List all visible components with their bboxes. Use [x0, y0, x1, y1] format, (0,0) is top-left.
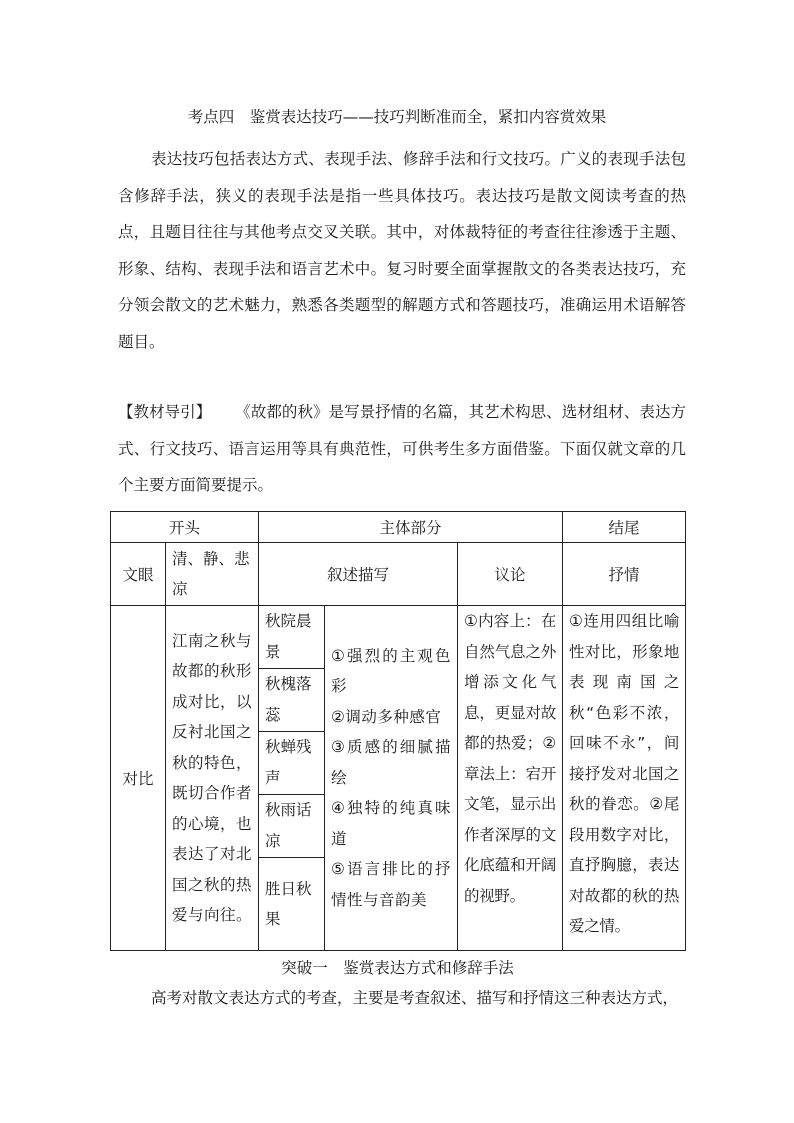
- cell-argument-text: ①内容上：在自然气息之外增添文化气息，更显对故都的热爱；②章法上：宕开文笔，显示出作者深厚的文化底蕴和开阔的视野。: [458, 606, 563, 951]
- header-opening: 开头: [111, 512, 259, 543]
- list-item-scene: 秋雨话凉: [259, 795, 324, 858]
- table-row-contrast: [111, 606, 686, 951]
- cell-description-features: [325, 606, 458, 951]
- textbook-guide-text: 《故都的秋》是写景抒情的名篇，其艺术构思、选材组材、表达方式、行文技巧、语言运用等具有典范性，可供考生多方面借鉴。下面仅就文章的几个主要方面简要提示。: [118, 403, 686, 494]
- table-header-row: [111, 512, 686, 543]
- cell-lyric: 抒情: [563, 543, 686, 606]
- feature-item: ④独特的纯真味道: [331, 799, 452, 848]
- row-label-wenyan: 文眼: [111, 543, 166, 606]
- cell-contrast-text: 江南之秋与故都的秋形成对比，以反衬北国之秋的特色，既切合作者的心境，也表达了对北国之秋的热爱与向往。: [166, 606, 259, 951]
- list-item-scene: 秋槐落蕊: [259, 669, 324, 732]
- list-item-scene: 秋蝉残声: [259, 732, 324, 795]
- list-item-scene: 胜日秋果: [265, 879, 312, 928]
- analysis-table: [110, 511, 686, 951]
- feature-item: ①强烈的主观色彩: [331, 646, 452, 696]
- textbook-guide-label: 【教材导引】: [118, 403, 212, 421]
- cell-wenyan-value: 清、静、悲凉: [166, 543, 259, 606]
- feature-item: ②调动多种感官: [331, 707, 442, 726]
- cell-narrative-description: 叙述描写: [259, 543, 458, 606]
- list-item-scene: 秋院晨景: [259, 606, 324, 669]
- feature-item: ③质感的细腻描绘: [331, 738, 452, 787]
- row-label-contrast: 对比: [111, 606, 166, 951]
- cell-argument: 议论: [458, 543, 563, 606]
- breakthrough-title: 突破一 鉴赏表达方式和修辞手法: [281, 959, 514, 977]
- section-heading: 考点四 鉴赏表达技巧——技巧判断准而全，紧扣内容赏效果: [187, 108, 607, 126]
- intro-paragraph: 表达技巧包括表达方式、表现手法、修辞手法和行文技巧。广义的表现手法包含修辞手法，狭义的表现手法是指一些具体技巧。表达技巧是散文阅读考查的热点，且题目往往与其他考点交叉关联。其中，对体裁特征的考查往往渗透于主题、形象、结构、表现手法和语言艺术中。复习时要全面掌握散文的各类表达技巧，充分领会散文的艺术魅力，熟悉各类题型的解题方式和答题技巧，准确运用术语解答题目。: [118, 150, 686, 351]
- closing-paragraph: 高考对散文表达方式的考查，主要是考查叙述、描写和抒情这三种表达方式，: [151, 989, 679, 1007]
- feature-item: ⑤语言排比的抒情性与音韵美: [331, 860, 452, 909]
- cell-scene-list: [259, 606, 325, 951]
- header-body: 主体部分: [259, 512, 563, 543]
- header-ending: 结尾: [563, 512, 686, 543]
- table-row-wenyan: [111, 543, 686, 606]
- textbook-guide-paragraph: [118, 394, 686, 504]
- cell-lyric-text: ①连用四组比喻性对比，形象地表现南国之秋“色彩不浓，回味不永”，间接抒发对北国之秋的眷恋。②尾段用数字对比，直抒胸臆，表达对故都的秋的热爱之情。: [563, 606, 686, 951]
